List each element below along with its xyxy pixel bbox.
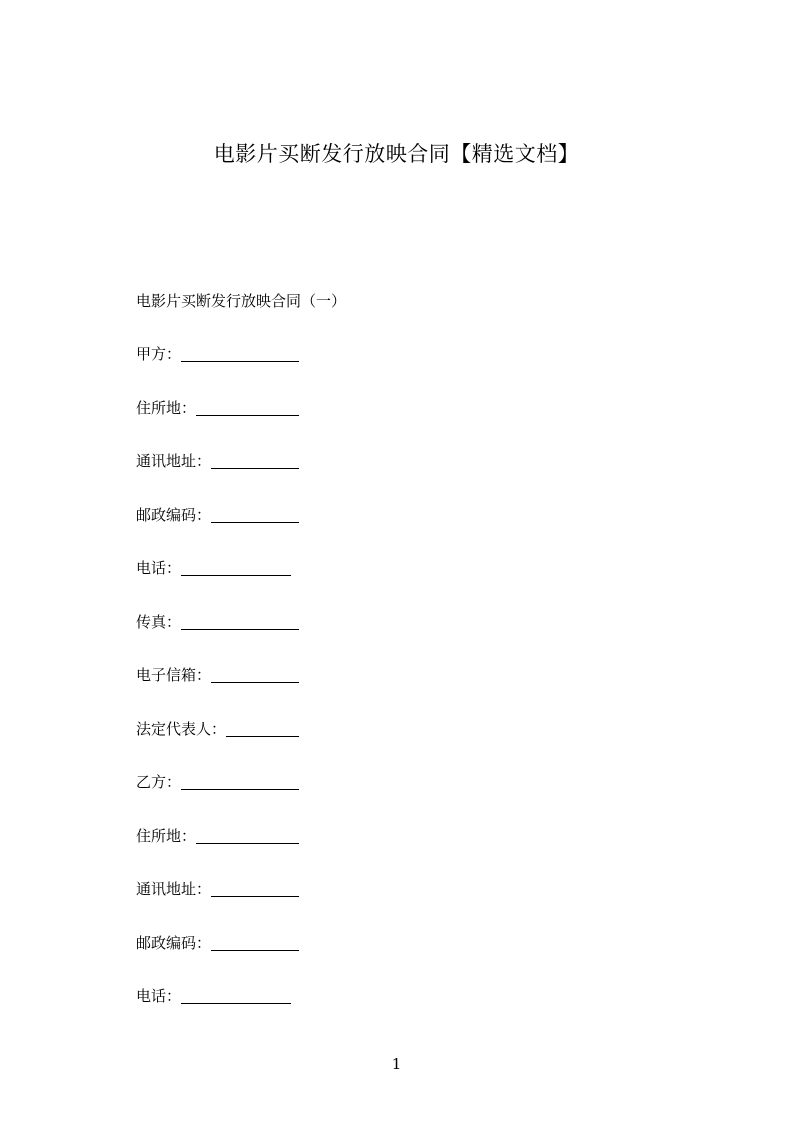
blank-line[interactable]: [181, 612, 299, 630]
field-label: 传真：: [136, 612, 182, 631]
party-b-name-field: [136, 772, 299, 826]
party-a-mailing-address-field: [136, 451, 299, 505]
party-a-phone-field: [136, 558, 299, 612]
blank-line[interactable]: [211, 933, 299, 951]
field-label: 乙方：: [136, 773, 182, 791]
field-label: 住所地：: [136, 398, 197, 417]
blank-line[interactable]: [196, 398, 299, 416]
field-label: 住所地：: [136, 826, 197, 845]
field-label: 电话：: [136, 559, 182, 577]
party-a-email-field: [136, 665, 299, 719]
field-label: 法定代表人：: [136, 719, 227, 738]
party-a-postal-code-field: [136, 505, 299, 559]
field-label: 电话：: [136, 987, 182, 1005]
document-title: 电影片买断发行放映合同【精选文档】: [213, 142, 580, 166]
blank-line[interactable]: [211, 505, 299, 523]
blank-line[interactable]: [181, 986, 291, 1004]
field-label: 电子信箱：: [136, 666, 212, 684]
party-b-phone-field: [136, 986, 299, 1040]
party-b-postal-code-field: [136, 933, 299, 987]
field-label: 甲方：: [136, 345, 182, 363]
party-a-legal-representative-field: [136, 719, 299, 773]
blank-line[interactable]: [211, 879, 299, 897]
party-b-address-field: [136, 826, 299, 880]
page-number: 1: [391, 1055, 402, 1073]
party-a-fax-field: [136, 612, 299, 666]
party-info-fields: [136, 344, 299, 1040]
contract-subtitle: 电影片买断发行放映合同（一）: [136, 292, 347, 310]
field-label: 邮政编码：: [136, 933, 212, 952]
blank-line[interactable]: [211, 665, 299, 683]
blank-line[interactable]: [181, 344, 299, 362]
field-label: 邮政编码：: [136, 505, 212, 524]
blank-line[interactable]: [181, 558, 291, 576]
blank-line[interactable]: [196, 826, 299, 844]
blank-line[interactable]: [226, 719, 299, 737]
blank-line[interactable]: [211, 451, 299, 469]
field-label: 通讯地址：: [136, 452, 212, 470]
party-b-mailing-address-field: [136, 879, 299, 933]
blank-line[interactable]: [181, 772, 299, 790]
party-a-address-field: [136, 398, 299, 452]
party-a-name-field: [136, 344, 299, 398]
field-label: 通讯地址：: [136, 880, 212, 898]
